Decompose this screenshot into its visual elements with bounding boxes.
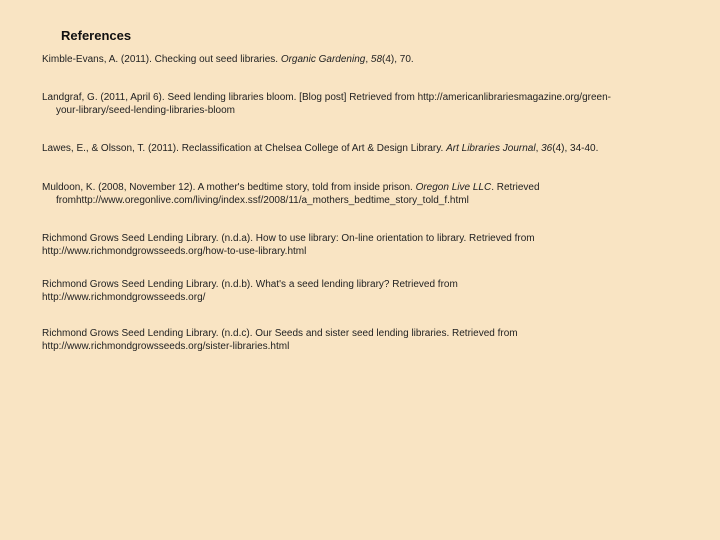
reference-text: Muldoon, K. (2008, November 12). A mother's bedtime story, told from inside prison. — [42, 182, 416, 193]
reference-url: http://www.richmondgrowsseeds.org/sister-libraries.html — [42, 341, 290, 352]
reference-item — [42, 91, 682, 117]
reference-text: Richmond Grows Seed Lending Library. (n.d.c). Our Seeds and sister seed lending libraries. Retrieved from — [42, 328, 518, 339]
reference-tail: (4), 34-40. — [552, 143, 599, 154]
volume: 58 — [370, 54, 383, 65]
reference-item — [42, 232, 682, 258]
volume: 36 — [541, 143, 553, 154]
journal-title: Art Libraries Journal — [446, 143, 536, 154]
reference-url: http://www.richmondgrowsseeds.org/how-to-use-library.html — [42, 246, 307, 257]
reference-item — [42, 53, 682, 66]
separator: , — [365, 54, 371, 65]
reference-item — [42, 181, 682, 207]
separator: , — [535, 143, 542, 154]
reference-text: Kimble-Evans, A. (2011). Checking out seed libraries. — [42, 54, 281, 65]
journal-title: Organic Gardening — [280, 54, 366, 65]
reference-item — [42, 327, 682, 353]
reference-text: Landgraf, G. (2011, April 6). Seed lending libraries bloom. [Blog post] Retrieved from http://americanlibrariesmagazine.org/green- — [42, 92, 611, 103]
reference-text: Richmond Grows Seed Lending Library. (n.d.a). How to use library: On-line orientation to library. Retrieved from — [42, 233, 535, 244]
journal-title: Oregon Live LLC — [415, 182, 492, 193]
reference-tail: (4), 70. — [382, 54, 414, 65]
reference-text: Lawes, E., & Olsson, T. (2011). Reclassification at Chelsea College of Art & Design Library. — [42, 143, 447, 154]
reference-tail: . Retrieved — [491, 182, 540, 193]
reference-item — [42, 142, 682, 155]
reference-url: http://www.richmondgrowsseeds.org/ — [42, 292, 206, 303]
page-title: References — [61, 28, 132, 43]
reference-url: fromhttp://www.oregonlive.com/living/index.ssf/2008/11/a_mothers_bedtime_story_told_f.html — [56, 195, 469, 206]
reference-url: your-library/seed-lending-libraries-bloom — [56, 105, 235, 116]
reference-text: Richmond Grows Seed Lending Library. (n.d.b). What's a seed lending library? Retrieved from — [42, 279, 458, 290]
reference-item — [42, 278, 682, 304]
